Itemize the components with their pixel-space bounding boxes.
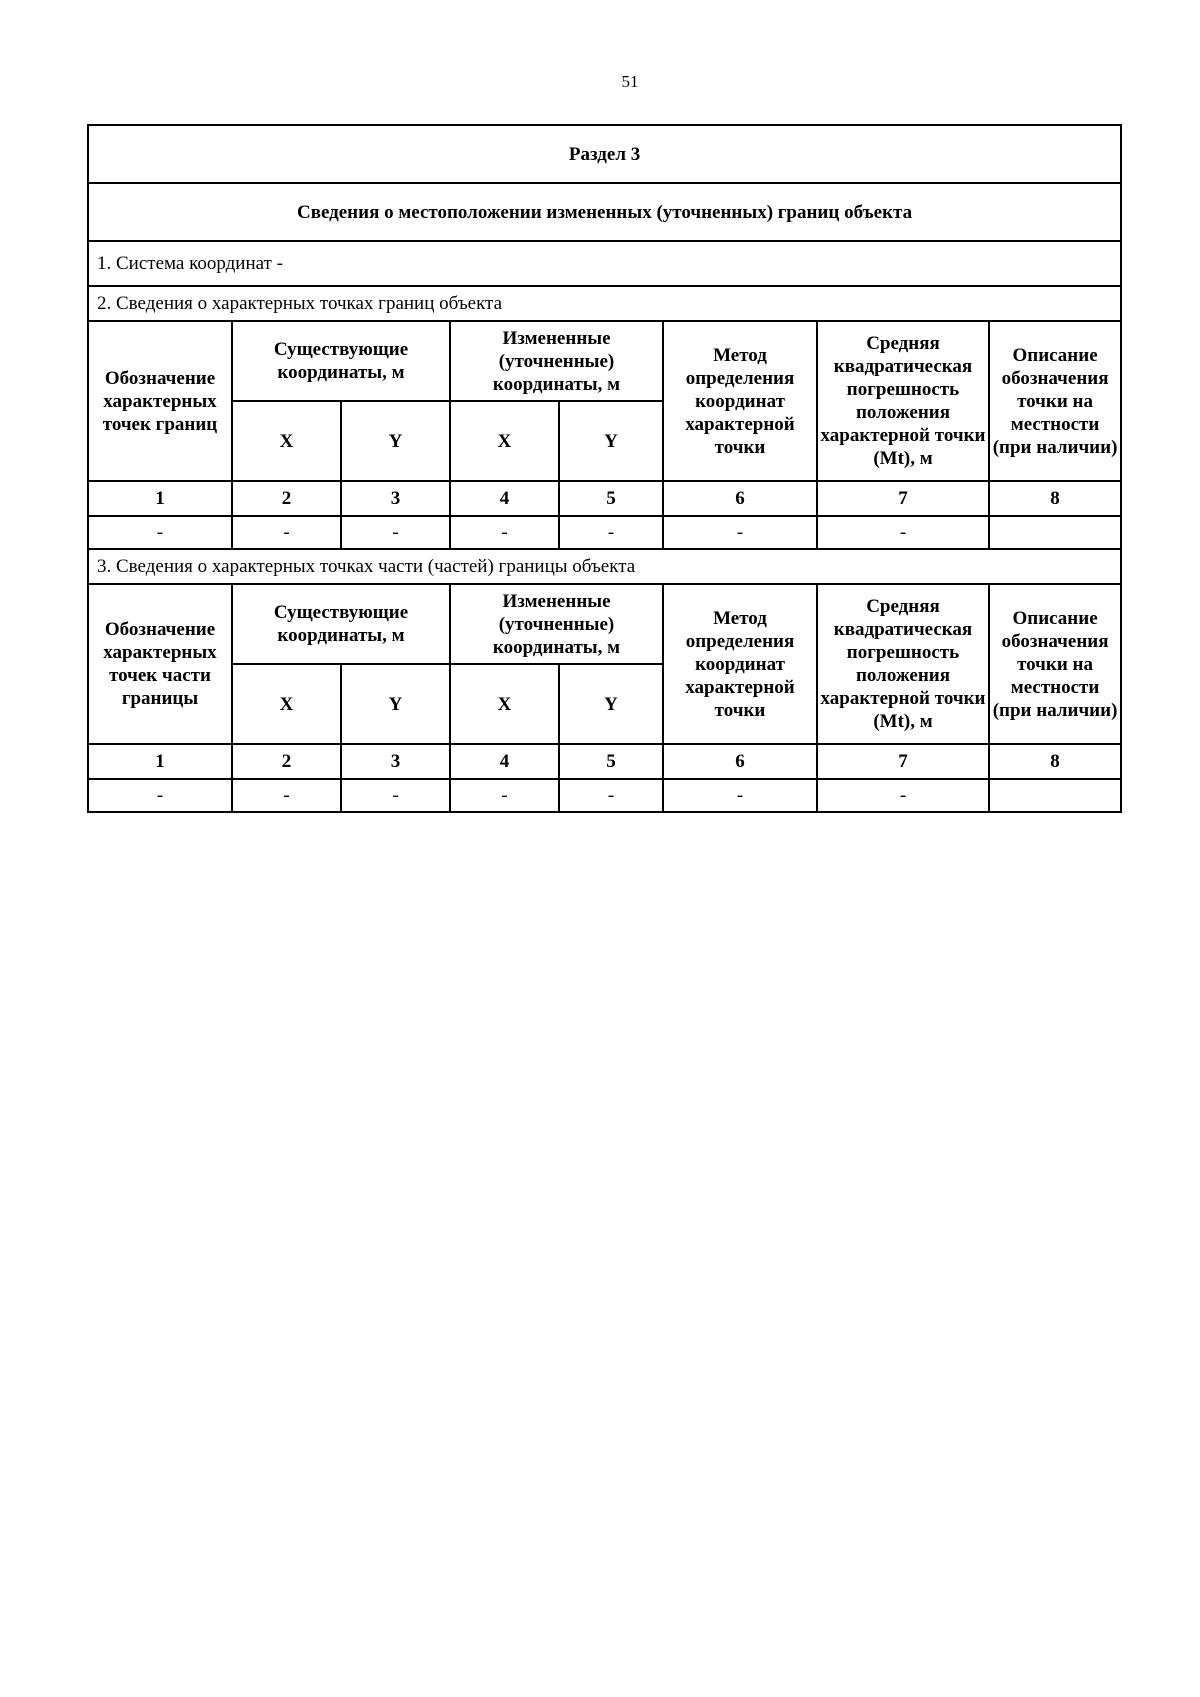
table-row [88,516,1121,549]
coordinate-system: 1. Система координат - [88,241,1121,286]
column-number: 6 [663,744,817,779]
col-y-changed: Y [559,664,663,744]
column-number: 7 [817,744,989,779]
cell-value: - [817,516,989,549]
col-method-header: Метод определения координат характерной точки [663,584,817,744]
cell-value: - [341,779,450,812]
column-number: 4 [450,481,559,516]
cell-value: - [88,779,232,812]
cell-value: - [88,516,232,549]
column-numbers-row [88,481,1121,516]
col-changed-header: Измененные (уточненные) координаты, м [450,321,663,401]
cell-value: - [817,779,989,812]
col-x-existing: X [232,401,341,481]
column-number: 8 [989,744,1121,779]
page-number: 51 [621,72,639,91]
col-description-header: Описание обозначения точки на местности (при наличии) [989,321,1121,481]
column-number: 8 [989,481,1121,516]
column-number: 4 [450,744,559,779]
points-heading: 2. Сведения о характерных точках границ объекта [88,286,1121,321]
cell-value: - [663,516,817,549]
col-designation-header: Обозначение характерных точек границ [88,321,232,481]
column-number: 2 [232,744,341,779]
column-number: 2 [232,481,341,516]
col-x-existing: X [232,664,341,744]
column-numbers-row [88,744,1121,779]
column-number: 5 [559,744,663,779]
cell-value: - [559,516,663,549]
column-number: 7 [817,481,989,516]
col-description-header: Описание обозначения точки на местности (при наличии) [989,584,1121,744]
cell-value: - [450,779,559,812]
col-x-changed: X [450,401,559,481]
col-error-header: Средняя квадратическая погрешность положения характерной точки (Mt), м [817,584,989,744]
cell-value [989,516,1121,549]
section-table [87,124,1122,813]
column-number: 3 [341,744,450,779]
column-number: 3 [341,481,450,516]
col-existing-header: Существующие координаты, м [232,321,450,401]
column-number: 1 [88,744,232,779]
col-error-header: Средняя квадратическая погрешность положения характерной точки (Mt), м [817,321,989,481]
section-subtitle: Сведения о местоположении измененных (уточненных) границ объекта [88,183,1121,241]
cell-value: - [663,779,817,812]
column-number: 5 [559,481,663,516]
col-existing-header: Существующие координаты, м [232,584,450,664]
col-y-changed: Y [559,401,663,481]
col-method-header: Метод определения координат характерной точки [663,321,817,481]
col-changed-header: Измененные (уточненные) координаты, м [450,584,663,664]
table-row [88,779,1121,812]
cell-value: - [450,516,559,549]
cell-value: - [232,779,341,812]
col-y-existing: Y [341,664,450,744]
cell-value: - [341,516,450,549]
col-designation-header: Обозначение характерных точек части границы [88,584,232,744]
column-number: 1 [88,481,232,516]
col-x-changed: X [450,664,559,744]
column-number: 6 [663,481,817,516]
cell-value: - [559,779,663,812]
section-title: Раздел 3 [88,125,1121,183]
cell-value: - [232,516,341,549]
col-y-existing: Y [341,401,450,481]
cell-value [989,779,1121,812]
part-points-heading: 3. Сведения о характерных точках части (частей) границы объекта [88,549,1121,584]
